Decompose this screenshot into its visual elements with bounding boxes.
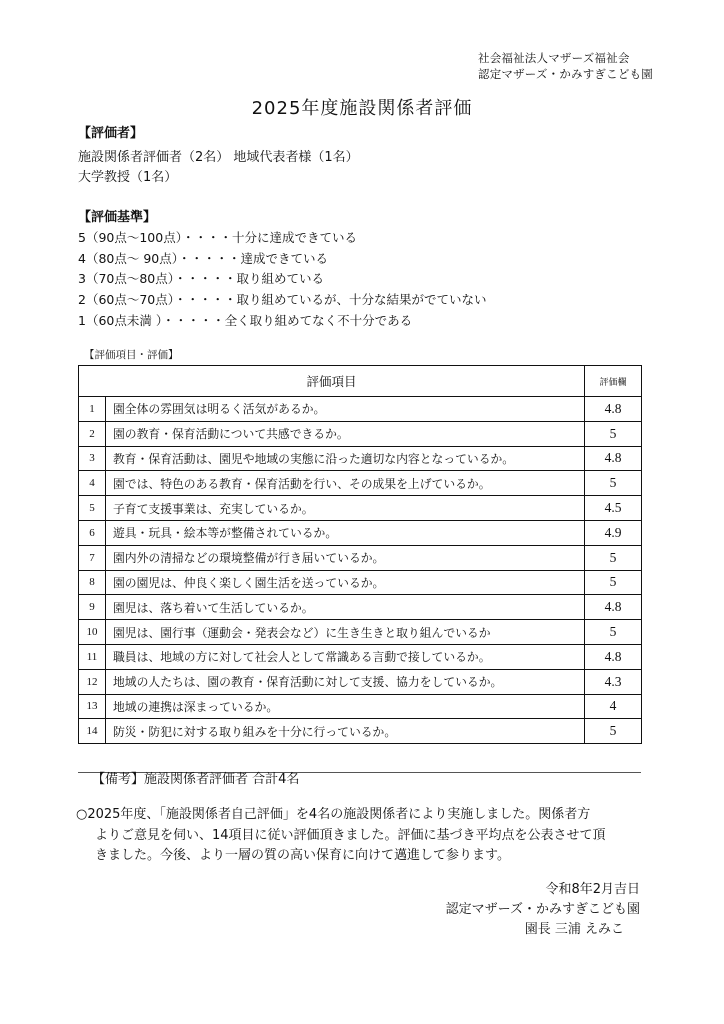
table-row	[79, 446, 642, 471]
evaluators-line-1: 施設関係者評価者（2名） 地域代表者様（1名）	[78, 150, 359, 165]
table-row	[79, 694, 642, 719]
table-row	[79, 496, 642, 521]
row-score: 4.3	[585, 669, 642, 694]
evaluation-table	[78, 365, 642, 744]
row-number: 2	[79, 421, 106, 446]
signature-org: 認定マザーズ・かみすぎこども園	[445, 902, 640, 917]
row-score: 4.8	[585, 644, 642, 669]
criteria-item: 3（70点～80点）・・・・・取り組めている	[78, 271, 325, 286]
table-row	[79, 570, 642, 595]
table-row	[79, 471, 642, 496]
signature-name: 園長 三浦 えみこ	[524, 922, 624, 937]
row-score: 4.9	[585, 520, 642, 545]
row-item: 園全体の雰囲気は明るく活気があるか。	[106, 397, 585, 422]
summary-line-2: よりご意見を伺い、14項目に従い評価頂きました。評価に基づき平均点を公表させて頂	[95, 827, 606, 843]
summary-line-1: ○2025年度、「施設関係者自己評価」を4名の施設関係者により実施しました。関係者方	[76, 807, 591, 822]
row-item: 地域の人たちは、園の教育・保育活動に対して支援、協力をしているか。	[106, 669, 585, 694]
row-score: 5	[585, 570, 642, 595]
row-score: 5	[585, 620, 642, 645]
row-number: 11	[79, 644, 106, 669]
row-item: 職員は、地域の方に対して社会人として常識ある言動で接しているか。	[106, 644, 585, 669]
row-item: 地域の連携は深まっているか。	[106, 694, 585, 719]
row-item: 園児は、園行事（運動会・発表会など）に生き生きと取り組んでいるか	[106, 620, 585, 645]
row-item: 防災・防犯に対する取り組みを十分に行っているか。	[106, 719, 585, 744]
summary-line-3: きました。今後、より一層の質の高い保育に向けて邁進して参ります。	[95, 848, 510, 863]
row-number: 12	[79, 669, 106, 694]
row-item: 教育・保育活動は、園児や地域の実態に沿った適切な内容となっているか。	[106, 446, 585, 471]
table-row	[79, 719, 642, 744]
table-row	[79, 520, 642, 545]
table-header-row	[79, 366, 642, 397]
table-row	[79, 421, 642, 446]
org-name: 社会福祉法人マザーズ福祉会	[478, 51, 630, 65]
table-row	[79, 545, 642, 570]
table-row	[79, 595, 642, 620]
row-score: 5	[585, 421, 642, 446]
row-score: 5	[585, 471, 642, 496]
criteria-item: 2（60点～70点）・・・・・取り組めているが、十分な結果がでていない	[78, 292, 487, 307]
evaluators-heading: 【評価者】	[78, 126, 144, 141]
row-score: 5	[585, 719, 642, 744]
row-item: 園児は、落ち着いて生活しているか。	[106, 595, 585, 620]
row-number: 4	[79, 471, 106, 496]
row-item: 園では、特色のある教育・保育活動を行い、その成果を上げているか。	[106, 471, 585, 496]
criteria-item: 5（90点～100点）・・・・十分に達成できている	[78, 230, 357, 245]
table-caption: 【評価項目・評価】	[84, 349, 179, 361]
row-item: 園の教育・保育活動について共感できるか。	[106, 421, 585, 446]
criteria-heading: 【評価基準】	[78, 210, 157, 225]
row-number: 14	[79, 719, 106, 744]
row-number: 10	[79, 620, 106, 645]
header-item: 評価項目	[79, 366, 585, 397]
row-score: 4.8	[585, 397, 642, 422]
row-number: 7	[79, 545, 106, 570]
row-item: 子育て支援事業は、充実しているか。	[106, 496, 585, 521]
row-number: 8	[79, 570, 106, 595]
header-score: 評価欄	[585, 366, 642, 397]
row-number: 1	[79, 397, 106, 422]
row-item: 遊具・玩具・絵本等が整備されているか。	[106, 520, 585, 545]
row-number: 13	[79, 694, 106, 719]
criteria-item: 4（80点～ 90点）・・・・・達成できている	[78, 251, 328, 266]
row-score: 5	[585, 545, 642, 570]
row-item: 園の園児は、仲良く楽しく園生活を送っているか。	[106, 570, 585, 595]
row-item: 園内外の清掃などの環境整備が行き届いているか。	[106, 545, 585, 570]
signature-date: 令和8年2月吉日	[545, 882, 640, 897]
summary-paragraph	[76, 805, 648, 867]
row-number: 6	[79, 520, 106, 545]
criteria-item: 1（60点未満 ）・・・・・全く取り組めてなく不十分である	[78, 313, 413, 328]
row-number: 5	[79, 496, 106, 521]
row-score: 4.5	[585, 496, 642, 521]
table-row	[79, 644, 642, 669]
remarks: 【備考】施設関係者評価者 合計4名	[92, 772, 300, 787]
table-row	[79, 620, 642, 645]
row-score: 4.8	[585, 595, 642, 620]
row-number: 9	[79, 595, 106, 620]
evaluators-line-2: 大学教授（1名）	[78, 170, 178, 185]
row-score: 4.8	[585, 446, 642, 471]
table-row	[79, 397, 642, 422]
school-name: 認定マザーズ・かみすぎこども園	[478, 67, 653, 81]
row-number: 3	[79, 446, 106, 471]
row-score: 4	[585, 694, 642, 719]
page-title: 2025年度施設関係者評価	[251, 98, 473, 119]
table-row	[79, 669, 642, 694]
